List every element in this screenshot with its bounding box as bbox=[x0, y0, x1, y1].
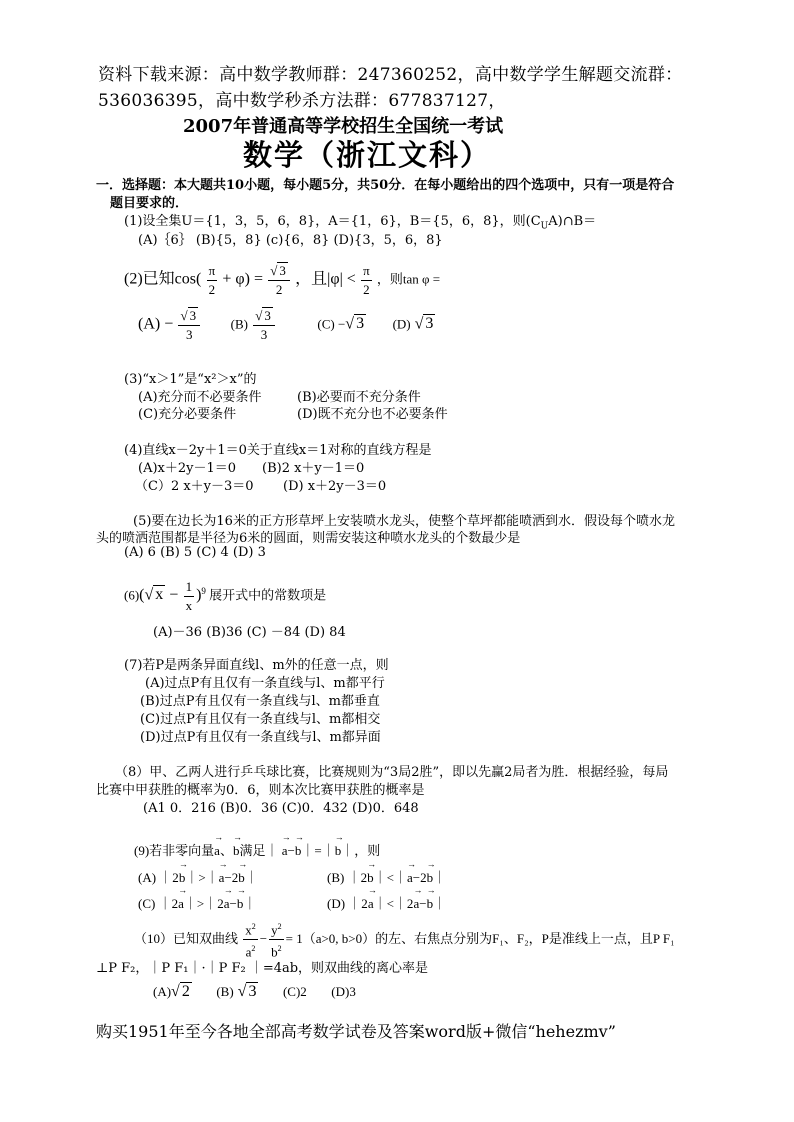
source-line-2: 536036395，高中数学秒杀方法群：677837127， bbox=[98, 91, 506, 111]
question-9-option-a: (A) ｜2→ b｜>｜→ a−2→ b｜ bbox=[138, 867, 258, 886]
footer-ad: 购买1951年至今各地全部高考数学试卷及答案word版+微信“hehezmv” bbox=[96, 1022, 616, 1041]
question-9-option-c: (C) ｜2→ a｜>｜2→ a−→ b｜ bbox=[138, 893, 256, 912]
question-7-stem: (7)若P是两条异面直线l、m外的任意一点，则 bbox=[124, 658, 389, 673]
question-3-option-d: (D)既不充分也不必要条件 bbox=[297, 407, 448, 422]
question-1-stem: (1)设全集U＝{1，3，5，6，8}，A＝{1，6}，B＝{5，6，8}，则$(C_UA)\cap B=$ bbox=[124, 214, 597, 232]
question-10-line-2: ⊥P F₂，｜P F₁｜·｜P F₂ ｜=4ab，则双曲线的离心率是 bbox=[96, 961, 429, 976]
question-8-line-2: 比赛中甲获胜的概率为0．6，则本次比赛甲获胜的概率是 bbox=[96, 783, 425, 798]
question-7-option-b: (B)过点P有且仅有一条直线与l、m都垂直 bbox=[140, 694, 380, 709]
question-10-options: (A)√ 2 (B) √ 3 (C)2 (D)3 bbox=[153, 983, 356, 1000]
question-3-stem: (3)“x＞1”是“x²＞x”的 bbox=[124, 372, 257, 387]
source-line-1: 资料下载来源：高中数学教师群：247360252，高中数学学生解题交流群： bbox=[98, 65, 683, 85]
question-5-line-2: 头的喷洒范围都是半径为6米的圆面，则需安装这种喷水龙头的个数最少是 bbox=[96, 531, 521, 546]
exam-title: 2007年普通高等学校招生全国统一考试 bbox=[183, 116, 504, 137]
question-4-stem: (4)直线x－2y＋1＝0关于直线x＝1对称的直线方程是 bbox=[124, 443, 432, 458]
question-3-option-b: (B)必要而不充分条件 bbox=[297, 390, 421, 405]
question-9-option-d: (D) ｜2→ a｜<｜2→ a−→ b｜ bbox=[327, 893, 446, 912]
question-5-line-1: (5)要在边长为16米的正方形草坪上安装喷水龙头，使整个草坪都能喷洒到水．假设每个喷水龙 bbox=[133, 514, 675, 529]
question-6-stem: (6)(√ x − $\frac{1}{x}$ )$^9$ 展开式中的常数项是 bbox=[124, 579, 327, 613]
question-10-line-1: （10）已知双曲线 $\frac{x^2}{a^2}$ − $\frac{y^2}{b^2}$ = 1（a>0, b>0）的左、右焦点分别为F₁、F₂，P是准线上一点，且P F₁ bbox=[134, 918, 675, 962]
question-3-option-a: (A)充分而不必要条件 bbox=[138, 390, 262, 405]
question-4-option-b: (B)2 x＋y－1＝0 bbox=[262, 461, 365, 476]
question-5-options: (A) 6 (B) 5 (C) 4 (D) 3 bbox=[124, 545, 266, 560]
question-4-option-c: （C）2 x＋y－3＝0 bbox=[135, 479, 254, 494]
question-4-option-d: (D) x＋2y－3＝0 bbox=[283, 479, 387, 494]
exam-subtitle: 数学（浙江文科） bbox=[243, 138, 492, 172]
question-4-option-a: (A)x＋2y－1＝0 bbox=[138, 461, 237, 476]
question-1-options: (A)｛6｝ (B){5，8} (c){6，8} (D){3，5，6，8} bbox=[138, 233, 443, 248]
question-2-options: (A) − $\frac{√ 3}{3}$ (B) $\frac{√ 3}{3}$ (C) −√ 3 (D) √ 3 bbox=[138, 308, 434, 342]
question-7-option-d: (D)过点P有且仅有一条直线与l、m都异面 bbox=[140, 730, 381, 745]
question-9-stem: (9)若非零向量→ a、→ b满足｜ → a−→ b｜=｜→ b｜，则 bbox=[134, 840, 380, 859]
question-9-option-b: (B) ｜2→ b｜<｜→ a−2→ b｜ bbox=[327, 867, 446, 886]
section-heading-2: 题目要求的． bbox=[110, 196, 189, 211]
question-8-line-1: （8）甲、乙两人进行乒乓球比赛，比赛规则为“3局2胜”，即以先赢2局者为胜．根据经验，每局 bbox=[115, 765, 669, 780]
question-3-option-c: (C)充分必要条件 bbox=[138, 407, 237, 422]
section-heading: 一．选择题：本大题共10小题，每小题5分，共50分．在每小题给出的四个选项中，只有一项是符合 bbox=[96, 178, 675, 193]
question-8-options: (A1 0．216 (B)0．36 (C)0．432 (D)0．648 bbox=[143, 801, 419, 816]
question-7-option-a: (A)过点P有且仅有一条直线与l、m都平行 bbox=[145, 676, 385, 691]
question-2-stem: (2)已知cos( $\frac{\pi}{2}$ + φ) = $\frac{√ 3}{2}$ ，且|φ| < $\frac{\pi}{2}$ ，则tan φ = bbox=[124, 263, 441, 297]
question-6-options: (A)－36 (B)36 (C) －84 (D) 84 bbox=[153, 625, 346, 640]
question-7-option-c: (C)过点P有且仅有一条直线与l、m都相交 bbox=[140, 712, 381, 727]
